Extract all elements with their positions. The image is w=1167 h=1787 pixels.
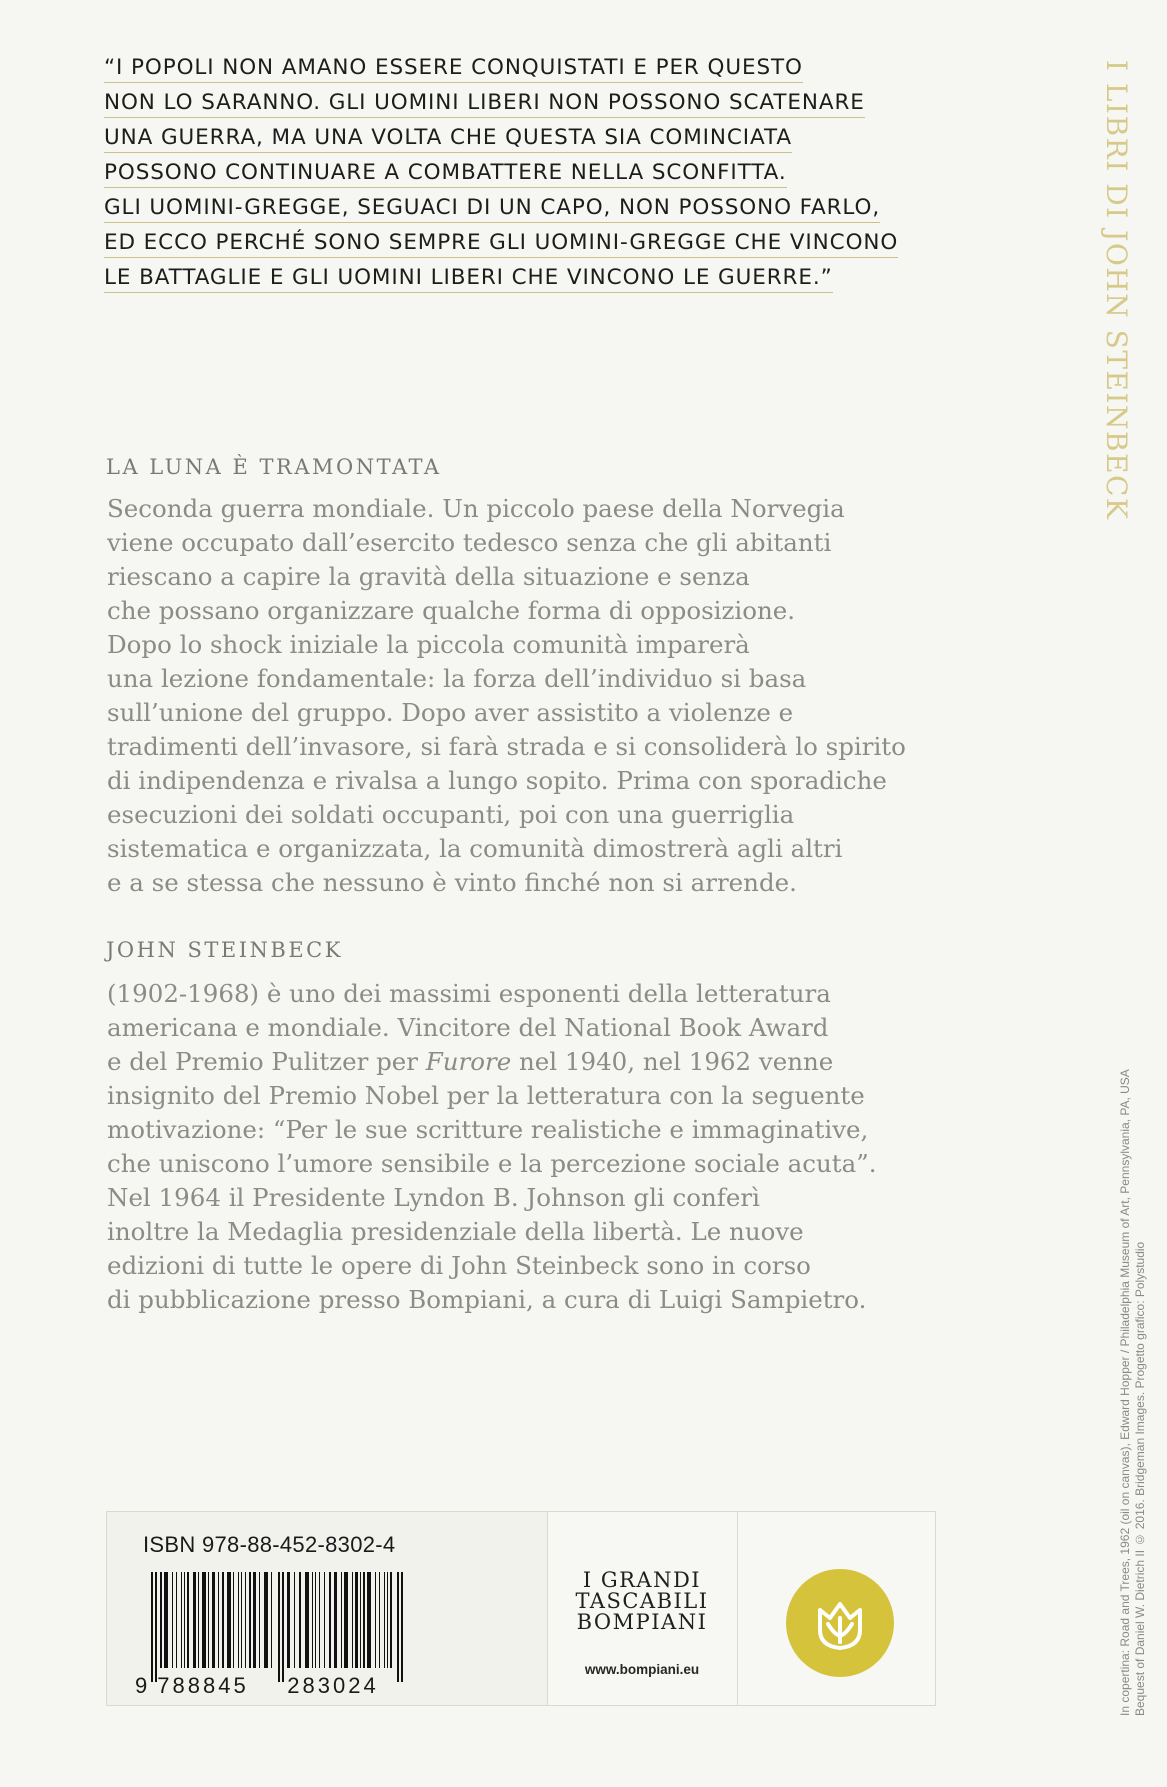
barcode-bar <box>198 1572 199 1668</box>
barcode-bar <box>227 1572 231 1668</box>
isbn-label: ISBN 978-88-452-8302-4 <box>143 1532 396 1557</box>
synopsis-line: tradimenti dell’invasore, si farà strada e si consoliderà lo spirito <box>107 732 906 761</box>
synopsis-line: riescano a capire la gravità della situazione e senza <box>107 562 750 591</box>
synopsis-line: viene occupato dall’esercito tedesco senza che gli abitanti <box>107 528 832 557</box>
bio-line: Nel 1964 il Presidente Lyndon B. Johnson gli conferì <box>107 1183 760 1212</box>
logo-box <box>737 1512 935 1705</box>
bompiani-logo-icon <box>785 1568 895 1678</box>
bio-line: americana e mondiale. Vincitore del National Book Award <box>107 1013 829 1042</box>
barcode-bar <box>208 1572 209 1668</box>
cover-credits <box>1118 1016 1148 1716</box>
barcode-digits-left: 788845 <box>157 1673 249 1698</box>
cover-quote <box>104 52 964 297</box>
bottom-info-panel <box>106 1511 936 1706</box>
synopsis-line: e a se stessa che nessuno è vinto finché non si arrende. <box>107 868 797 897</box>
barcode-bar <box>172 1572 173 1668</box>
bio-line: insignito del Premio Nobel per la letteratura con la seguente <box>107 1081 865 1110</box>
barcode-bar <box>315 1572 316 1668</box>
barcode-bar <box>375 1572 376 1668</box>
synopsis-line: Seconda guerra mondiale. Un piccolo paese della Norvegia <box>107 494 845 523</box>
barcode-bar <box>390 1572 392 1668</box>
barcode-bar <box>329 1572 331 1668</box>
barcode-bar <box>271 1572 272 1668</box>
barcode-bar <box>278 1572 280 1682</box>
barcode-bar <box>363 1572 365 1668</box>
credits-line: In copertina: Road and Trees, 1962 (oil on canvas), Edward Hopper / Philadelphia Museum of Art, Pennsylvania, PA, USA <box>1118 1069 1132 1716</box>
quote-line: ED ECCO PERCHÉ SONO SEMPRE GLI UOMINI-GREGGE CHE VINCONO <box>104 227 964 262</box>
barcode-bar <box>164 1572 168 1668</box>
barcode-bar <box>259 1572 260 1668</box>
barcode-bar <box>401 1572 403 1682</box>
barcode-bar <box>181 1572 182 1668</box>
synopsis-line: esecuzioni dei soldati occupanti, poi con una guerriglia <box>107 800 795 829</box>
synopsis-line: Dopo lo shock iniziale la piccola comunità imparerà <box>107 630 750 659</box>
barcode-bar <box>212 1572 215 1668</box>
barcode-bar <box>294 1572 295 1668</box>
synopsis-line: che possano organizzare qualche forma di opposizione. <box>107 596 796 625</box>
bio-line: edizioni di tutte le opere di John Steinbeck sono in corso <box>107 1251 811 1280</box>
barcode-bar <box>233 1572 234 1668</box>
quote-line: GLI UOMINI-GREGGE, SEGUACI DI UN CAPO, NON POSSONO FARLO, <box>104 192 964 227</box>
author-biography <box>107 977 987 1317</box>
barcode-bar <box>282 1572 284 1682</box>
barcode-bar <box>287 1572 290 1668</box>
barcode-bar <box>397 1572 399 1682</box>
series-name-line: TASCABILI <box>575 1589 709 1613</box>
barcode-bar <box>264 1572 268 1668</box>
bio-line: che uniscono l’umore sensibile e la percezione sociale acuta”. <box>107 1149 877 1178</box>
credits-line: Bequest of Daniel W. Dietrich II © 2016. Bridgeman Images. Progetto grafico: Polystudio <box>1133 1241 1147 1716</box>
synopsis-line: sistematica e organizzata, la comunità dimostrerà agli altri <box>107 834 843 863</box>
barcode-bar <box>344 1572 348 1668</box>
barcode-bar <box>176 1572 177 1668</box>
barcode-bar <box>305 1572 309 1668</box>
barcode-bar <box>238 1572 239 1668</box>
book-title-heading: LA LUNA È TRAMONTATA <box>106 455 442 479</box>
synopsis-line: sull’unione del gruppo. Dopo aver assistito a violenze e <box>107 698 794 727</box>
bio-line: (1902-1968) è uno dei massimi esponenti della letteratura <box>107 979 831 1008</box>
bio-line <box>107 1045 987 1079</box>
barcode-bar <box>341 1572 342 1668</box>
barcode-bar <box>155 1572 157 1682</box>
book-synopsis <box>107 492 987 900</box>
barcode-bar <box>379 1572 380 1668</box>
barcode-bar <box>184 1572 185 1668</box>
bio-line: inoltre la Medaglia presidenziale della libertà. Le nuove <box>107 1217 804 1246</box>
barcode-bar <box>253 1572 256 1668</box>
barcode-bar <box>202 1572 206 1668</box>
synopsis-line: una lezione fondamentale: la forza dell’individuo si basa <box>107 664 807 693</box>
barcode-bar <box>334 1572 337 1668</box>
bio-text: nel 1940, nel 1962 venne <box>511 1047 834 1076</box>
barcode <box>107 1512 547 1705</box>
barcode-bar <box>193 1572 196 1668</box>
bio-line: di pubblicazione presso Bompiani, a cura di Luigi Sampietro. <box>107 1285 867 1314</box>
barcode-bar <box>319 1572 320 1668</box>
barcode-bar <box>367 1572 371 1668</box>
barcode-bar <box>241 1572 242 1668</box>
author-heading: JOHN STEINBECK <box>106 938 343 962</box>
series-name-line: I GRANDI <box>582 1568 702 1592</box>
quote-line: NON LO SARANNO. GLI UOMINI LIBERI NON POSSONO SCATENARE <box>104 87 964 122</box>
series-name <box>547 1570 737 1633</box>
bio-line: motivazione: “Per le sue scritture realistiche e immaginative, <box>107 1115 869 1144</box>
barcode-bar <box>299 1572 301 1668</box>
barcode-bar <box>222 1572 224 1668</box>
barcode-bar <box>312 1572 313 1668</box>
barcode-bar <box>352 1572 353 1668</box>
book-title-furore: Furore <box>425 1047 512 1076</box>
barcode-digits-right: 283024 <box>287 1673 379 1698</box>
quote-line: UNA GUERRA, MA UNA VOLTA CHE QUESTA SIA COMINCIATA <box>104 122 964 157</box>
bio-text: e del Premio Pulitzer per <box>107 1047 426 1076</box>
quote-line: “I POPOLI NON AMANO ESSERE CONQUISTATI E PER QUESTO <box>104 52 964 87</box>
publisher-box <box>547 1512 738 1705</box>
barcode-bar <box>355 1572 358 1668</box>
barcode-bar <box>151 1572 153 1682</box>
barcode-bar <box>187 1572 189 1668</box>
barcode-bar <box>218 1572 219 1668</box>
isbn-barcode-box <box>107 1512 548 1705</box>
publisher-website: www.bompiani.eu <box>584 1662 700 1677</box>
series-name-line: BOMPIANI <box>576 1610 708 1634</box>
quote-line: POSSONO CONTINUARE A COMBATTERE NELLA SCONFITTA. <box>104 157 964 192</box>
series-spine-title: I LIBRI DI JOHN STEINBECK <box>1100 60 1133 521</box>
barcode-digit-first: 9 <box>135 1673 148 1698</box>
barcode-bar <box>387 1572 388 1668</box>
barcode-bar <box>324 1572 325 1668</box>
barcode-bar <box>160 1572 162 1668</box>
barcode-bars <box>151 1572 403 1682</box>
barcode-bar <box>249 1572 251 1668</box>
quote-line: LE BATTAGLIE E GLI UOMINI LIBERI CHE VINCONO LE GUERRE.” <box>104 262 964 297</box>
barcode-bar <box>360 1572 361 1668</box>
synopsis-line: di indipendenza e rivalsa a lungo sopito. Prima con sporadiche <box>107 766 887 795</box>
barcode-bar <box>384 1572 385 1668</box>
barcode-bar <box>245 1572 246 1668</box>
